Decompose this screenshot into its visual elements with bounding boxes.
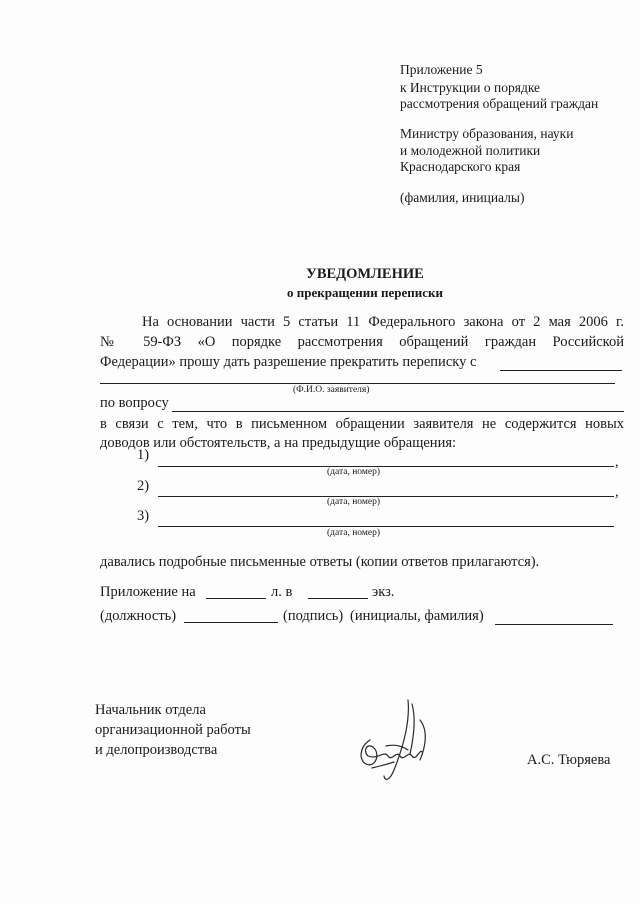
attachment-suffix: экз. <box>372 584 395 600</box>
addressee-line-2: и молодежной политики <box>400 143 541 158</box>
para1-line-2: № 59-ФЗ «О порядке рассмотрения обращений граждан Российской <box>100 334 624 350</box>
para1-line-3: Федерации» прошу дать разрешение прекратить переписку с <box>100 354 477 370</box>
initials-fill-line <box>495 624 613 625</box>
position-signature-fill-line <box>184 622 278 623</box>
official-line-2: организационной работы <box>95 722 251 738</box>
item-3-hint: (дата, номер) <box>327 528 380 538</box>
document-title: УВЕДОМЛЕНИЕ <box>306 266 424 282</box>
question-fill-line <box>172 411 624 412</box>
item-2-hint: (дата, номер) <box>327 497 380 507</box>
item-3-fill-line <box>158 526 614 527</box>
item-2-number: 2) <box>137 478 150 494</box>
attachment-prefix: Приложение на <box>100 584 196 600</box>
attachment-pages-fill-line <box>206 598 266 599</box>
document-subtitle: о прекращении переписки <box>287 285 443 300</box>
applicant-fill-line <box>500 370 622 371</box>
attachment-mid: л. в <box>271 584 293 600</box>
initials-label: (инициалы, фамилия) <box>350 608 484 624</box>
appendix-line-1: Приложение 5 <box>400 62 483 77</box>
handwritten-signature <box>350 690 450 790</box>
addressee-line-3: Краснодарского края <box>400 159 521 174</box>
item-3-number: 3) <box>137 508 150 524</box>
appendix-line-3: рассмотрения обращений граждан <box>400 96 599 111</box>
item-1-fill-line <box>158 466 614 467</box>
reason-line-2: доводов или обстоятельств, а на предыдущие обращения: <box>100 435 457 451</box>
fio-fill-line <box>100 383 615 384</box>
fio-hint: (Ф.И.О. заявителя) <box>293 385 370 395</box>
item-1-number: 1) <box>137 447 150 463</box>
para1-line-1: На основании части 5 статьи 11 Федерального закона от 2 мая 2006 г. <box>142 314 624 330</box>
answers-line: давались подробные письменные ответы (копии ответов прилагаются). <box>100 554 540 570</box>
signature-label: (подпись) <box>283 608 344 624</box>
item-1-hint: (дата, номер) <box>327 467 380 477</box>
reason-line-1: в связи с тем, что в письменном обращении заявителя не содержится новых <box>100 416 624 432</box>
appendix-line-2: к Инструкции о порядке <box>400 80 541 95</box>
item-1-trail: , <box>615 454 619 470</box>
official-line-3: и делопроизводства <box>95 742 218 758</box>
item-2-fill-line <box>158 496 614 497</box>
position-label: (должность) <box>100 608 177 624</box>
attachment-copies-fill-line <box>308 598 368 599</box>
item-2-trail: , <box>615 484 619 500</box>
addressee-line-1: Министру образования, науки <box>400 126 574 141</box>
official-line-1: Начальник отдела <box>95 702 206 718</box>
addressee-name-hint: (фамилия, инициалы) <box>400 190 525 205</box>
question-label: по вопросу <box>100 395 169 411</box>
official-name: А.С. Тюряева <box>527 752 611 768</box>
